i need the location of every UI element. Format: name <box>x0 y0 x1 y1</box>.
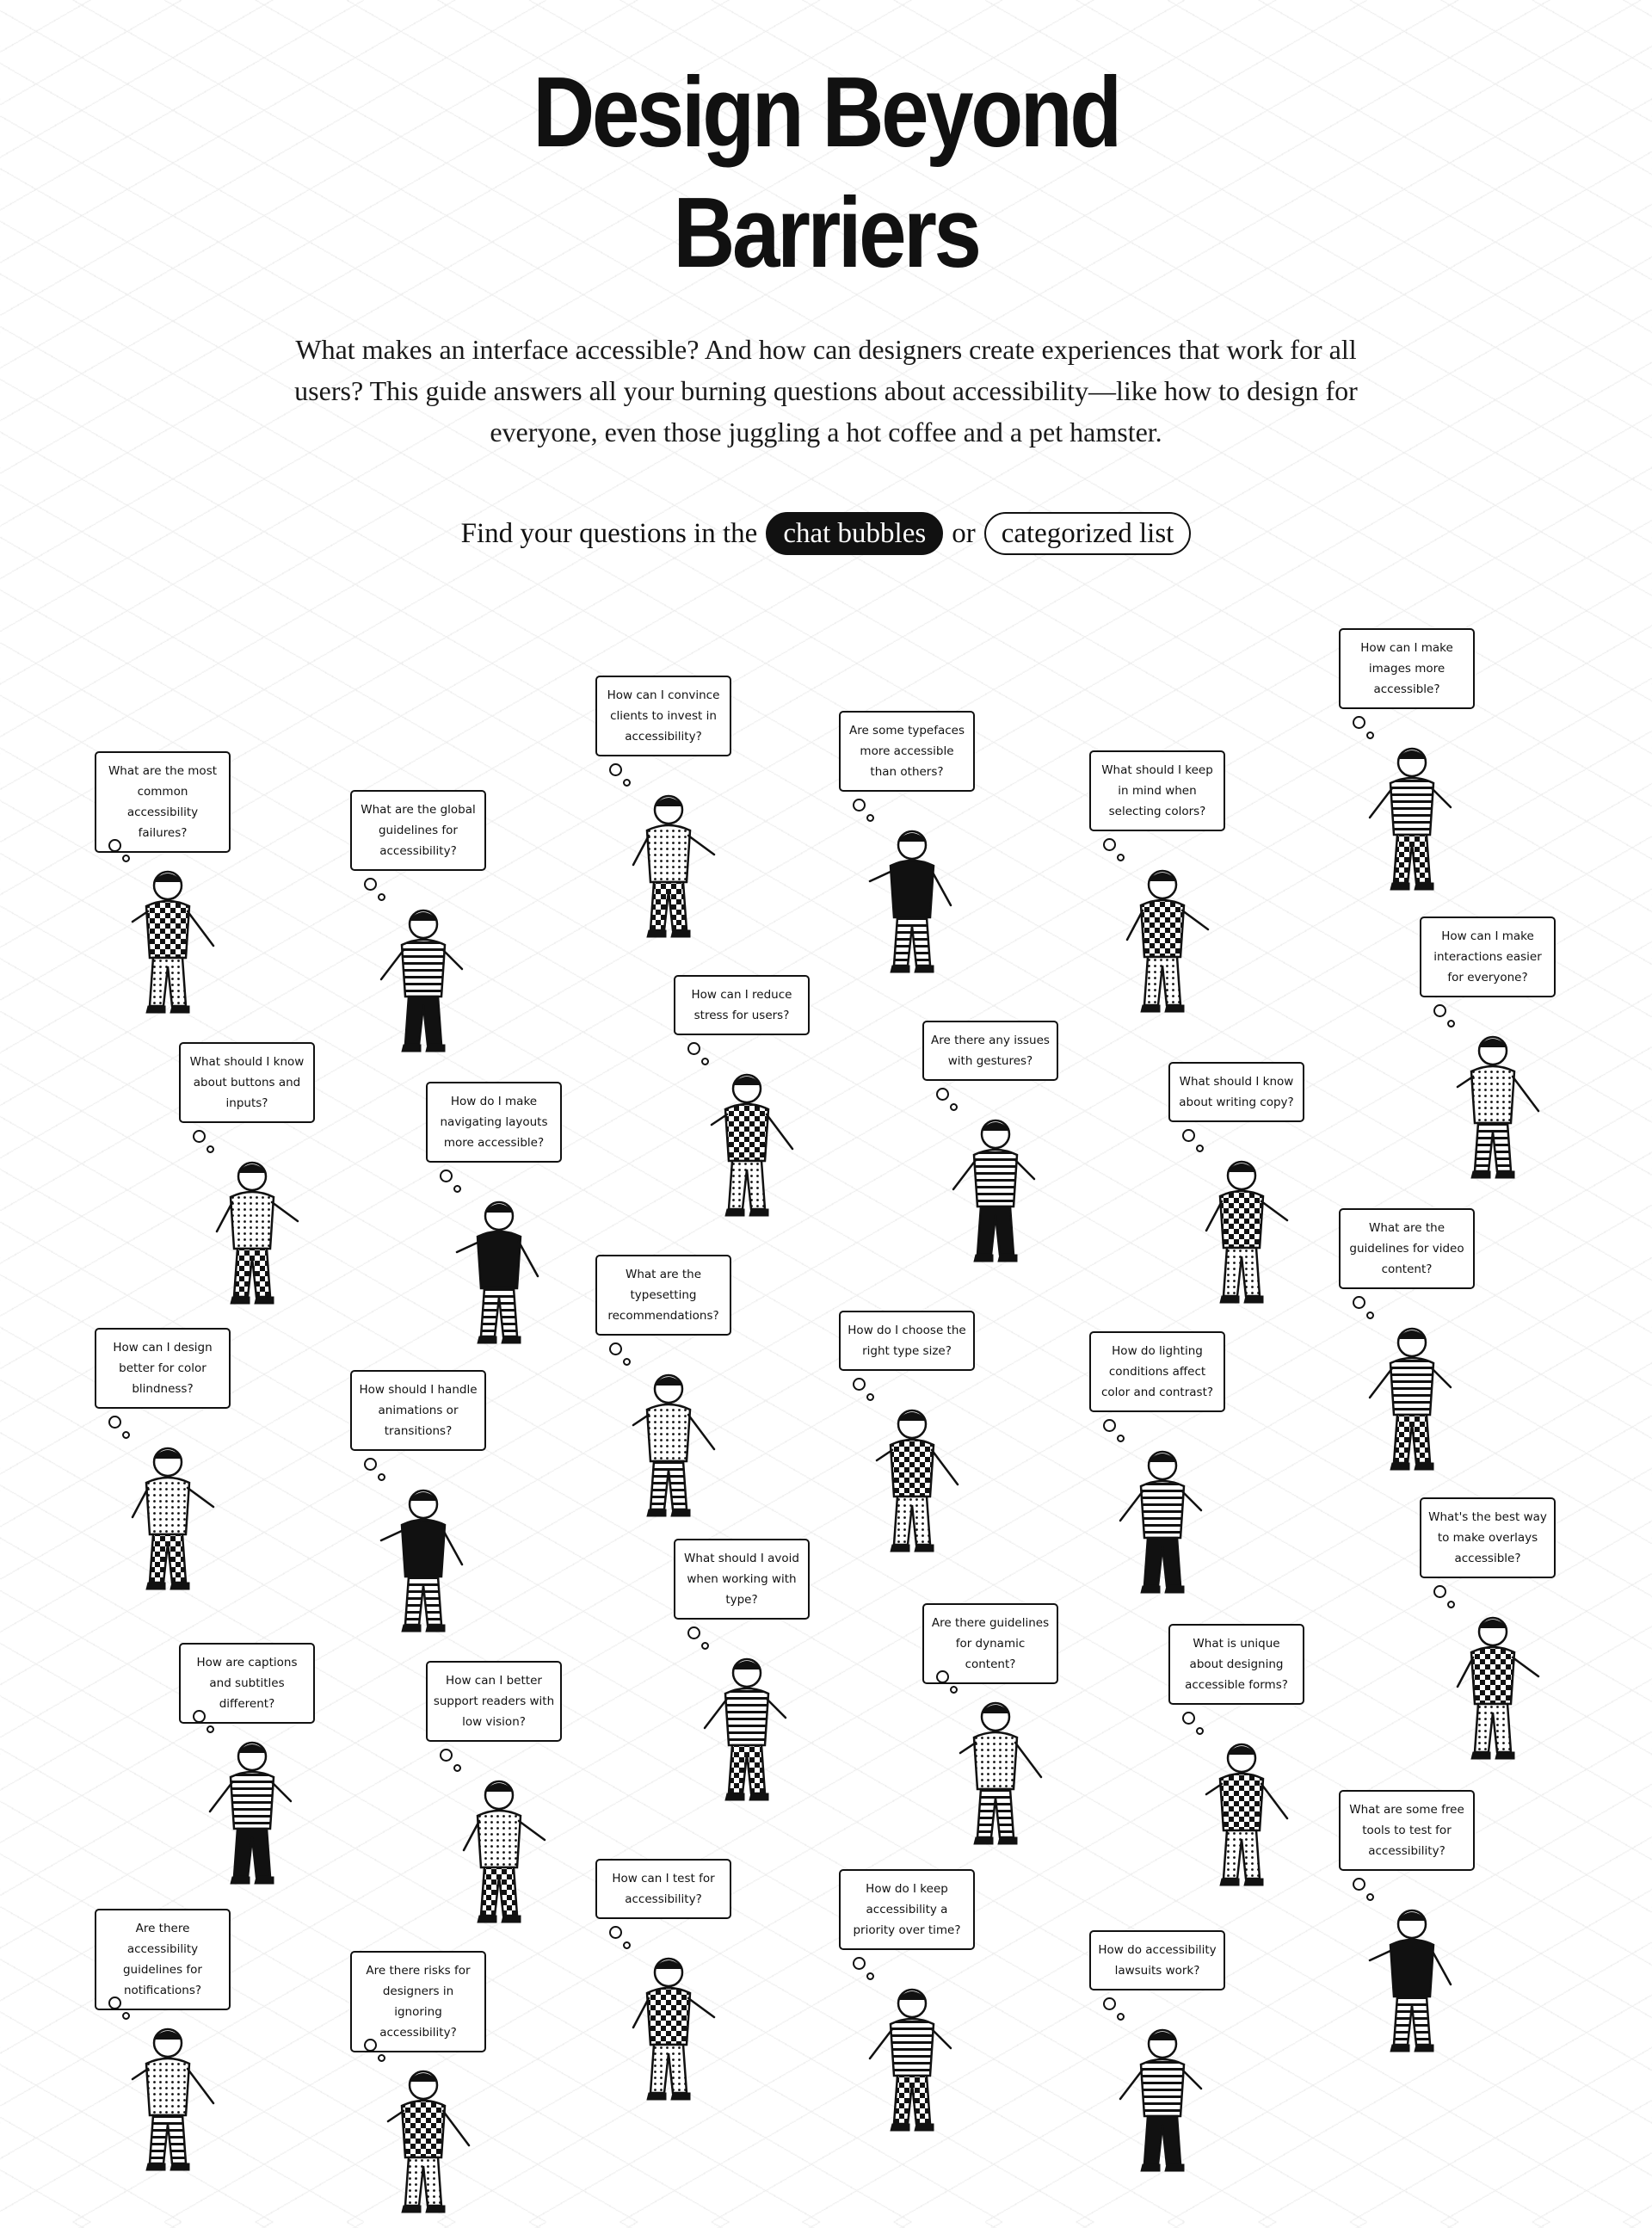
thought-dot-large <box>1433 1585 1446 1598</box>
person-umbrella-icon[interactable] <box>359 900 488 1064</box>
chat-bubbles-toggle[interactable]: chat bubbles <box>766 512 943 555</box>
thought-dot-large <box>1103 1997 1116 2010</box>
person-camera-icon[interactable] <box>1347 738 1476 902</box>
thought-dot-large <box>687 1626 700 1639</box>
thought-dot-large <box>609 1926 622 1939</box>
question-bubble[interactable]: How should I handle animations or transitions? <box>350 1370 486 1451</box>
thought-dot-large <box>1182 1712 1195 1725</box>
thought-dot-large <box>1103 1419 1116 1432</box>
thought-dot-large <box>440 1749 453 1762</box>
person-arms-out-icon[interactable] <box>103 1438 232 1602</box>
question-bubble[interactable]: What should I know about writing copy? <box>1168 1062 1304 1122</box>
thought-dot-large <box>364 1458 377 1471</box>
question-bubble[interactable]: What should I know about buttons and inputs? <box>179 1042 315 1123</box>
thought-dot-large <box>364 878 377 891</box>
thought-dot-large <box>108 1416 121 1429</box>
question-bubble[interactable]: What is unique about designing accessible forms? <box>1168 1624 1304 1705</box>
page-title <box>115 52 1536 293</box>
thought-dot-large <box>440 1170 453 1182</box>
question-bubble[interactable]: What should I avoid when working with type? <box>674 1539 810 1620</box>
question-bubble[interactable]: How can I design better for color blindness? <box>95 1328 231 1409</box>
thought-dot-large <box>1353 1878 1365 1891</box>
person-pointing-icon[interactable] <box>359 2061 488 2225</box>
question-bubble[interactable]: How do I keep accessibility a priority over time? <box>839 1869 975 1950</box>
person-wheelchair-icon[interactable] <box>1177 1151 1306 1315</box>
categorized-list-toggle[interactable]: categorized list <box>984 512 1192 555</box>
person-phone-reading-icon[interactable] <box>435 1771 564 1935</box>
thought-dot-large <box>1433 1004 1446 1017</box>
person-jumping-icon[interactable] <box>359 1480 488 1644</box>
question-bubble[interactable]: How can I make interactions easier for everyone? <box>1420 917 1556 997</box>
thought-dot-large <box>1353 716 1365 729</box>
question-bubble[interactable]: How can I convince clients to invest in accessibility? <box>595 676 731 756</box>
thought-dot-large <box>364 2039 377 2052</box>
question-bubble[interactable]: What should I keep in mind when selecting colors? <box>1089 750 1225 831</box>
person-carrying-box-icon[interactable] <box>1428 1608 1557 1771</box>
thought-dot-large <box>1182 1129 1195 1142</box>
question-bubble[interactable]: Are there any issues with gestures? <box>922 1021 1058 1081</box>
thought-dot-large <box>609 763 622 776</box>
person-dog-walking-icon[interactable] <box>1177 1734 1306 1898</box>
person-running-icon[interactable] <box>604 1365 733 1528</box>
question-bubble[interactable]: How can I reduce stress for users? <box>674 975 810 1035</box>
question-bubble[interactable]: What's the best way to make overlays accessible? <box>1420 1497 1556 1578</box>
intro-paragraph: What makes an interface accessible? And how can designers create experiences that work for all users? This guide answers all your burning questions about accessibility—like how to design for everyone, even those juggling a hot coffee and a pet hamster. <box>294 334 1358 447</box>
thought-dot-large <box>853 799 866 812</box>
title-line-2: Barriers <box>673 176 979 288</box>
person-phone-icon[interactable] <box>1347 1318 1476 1482</box>
question-bubble[interactable]: How can I make images more accessible? <box>1339 628 1475 709</box>
person-checkered-walking-icon[interactable] <box>1098 861 1227 1024</box>
person-laptop-icon[interactable] <box>604 786 733 949</box>
question-bubble[interactable]: What are the most common accessibility failures? <box>95 751 231 853</box>
question-bubble[interactable]: How do I make navigating layouts more accessible? <box>426 1082 562 1163</box>
question-bubble[interactable]: How do I choose the right type size? <box>839 1311 975 1371</box>
thought-dot-large <box>108 839 121 852</box>
thought-dot-large <box>193 1130 206 1143</box>
person-puffer-jacket-icon[interactable] <box>848 821 977 984</box>
thought-dot-large <box>609 1342 622 1355</box>
thought-dot-large <box>1103 838 1116 851</box>
question-bubble[interactable]: Are some typefaces more accessible than others? <box>839 711 975 792</box>
person-briefcase-icon[interactable] <box>1098 2020 1227 2183</box>
thought-dot-large <box>936 1670 949 1683</box>
person-coffee-icon[interactable] <box>103 2019 232 2182</box>
view-switch-joiner: or <box>952 517 976 549</box>
view-switch <box>0 509 1652 558</box>
thought-dot-large <box>687 1042 700 1055</box>
person-waving-icon[interactable] <box>1347 1900 1476 2064</box>
person-arm-raised-icon[interactable] <box>604 1948 733 2112</box>
question-bubble[interactable]: Are there risks for designers in ignoring accessibility? <box>350 1951 486 2052</box>
person-tall-hat-icon[interactable] <box>1098 1441 1227 1605</box>
thought-dot-large <box>853 1957 866 1970</box>
question-bubble[interactable]: What are some free tools to test for accessibility? <box>1339 1790 1475 1871</box>
person-dancing-icon[interactable] <box>188 1732 317 1896</box>
question-bubble[interactable]: What are the typesetting recommendations? <box>595 1255 731 1336</box>
question-bubble[interactable]: What are the global guidelines for accessibility? <box>350 790 486 871</box>
person-holding-baby-icon[interactable] <box>931 1110 1060 1274</box>
person-juggling-icon[interactable] <box>1428 1027 1557 1190</box>
person-hand-on-chin-icon[interactable] <box>188 1152 317 1316</box>
person-walking-icon[interactable] <box>931 1693 1060 1856</box>
question-bubble[interactable]: How are captions and subtitles different? <box>179 1643 315 1724</box>
question-bubble[interactable]: How can I better support readers with low vision? <box>426 1661 562 1742</box>
thought-dot-large <box>108 1997 121 2009</box>
thought-dot-large <box>1353 1296 1365 1309</box>
view-switch-prefix: Find your questions in the <box>460 517 758 549</box>
person-white-cane-icon[interactable] <box>435 1192 564 1355</box>
thought-dot-large <box>193 1710 206 1723</box>
person-striped-dress-icon[interactable] <box>848 1979 977 2143</box>
question-bubble[interactable]: How do accessibility lawsuits work? <box>1089 1930 1225 1990</box>
question-bubble[interactable]: Are there guidelines for dynamic content? <box>922 1603 1058 1684</box>
title-line-1: Design Beyond <box>533 56 1119 168</box>
person-wheelchair-hat-icon[interactable] <box>682 1649 811 1812</box>
person-sitting-icon[interactable] <box>682 1065 811 1228</box>
question-bubble[interactable]: How do lighting conditions affect color and contrast? <box>1089 1331 1225 1412</box>
question-bubble[interactable]: Are there accessibility guidelines for notifications? <box>95 1909 231 2010</box>
question-bubble[interactable]: What are the guidelines for video content? <box>1339 1208 1475 1289</box>
thought-dot-large <box>853 1378 866 1391</box>
person-bob-hair-icon[interactable] <box>848 1400 977 1564</box>
person-leaning-icon[interactable] <box>103 861 232 1025</box>
question-bubble[interactable]: How can I test for accessibility? <box>595 1859 731 1919</box>
thought-dot-large <box>936 1088 949 1101</box>
